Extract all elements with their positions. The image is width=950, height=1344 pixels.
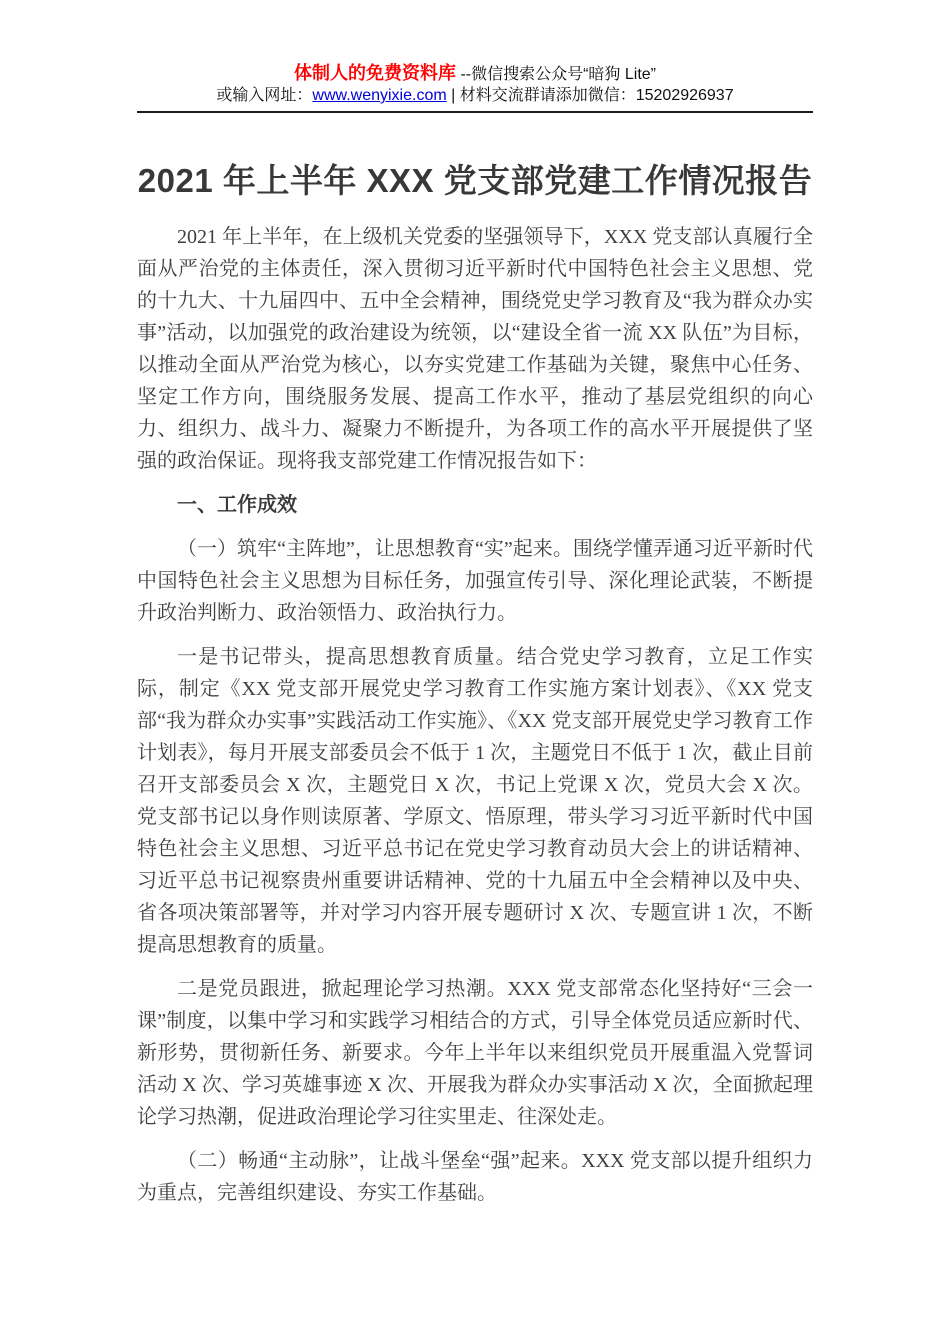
wechat-search-hint: --微信搜索公众号“暗狗 Lite” [460,66,656,83]
intro-paragraph: 2021 年上半年，在上级机关党委的坚强领导下，XXX 党支部认真履行全面从严治党的主体责任，深入贯彻习近平新时代中国特色社会主义思想、党的十九大、十九届四中、五中全会精神，围绕党史学习教育及“我为群众办实事”活动，以加强党的政治建设为统领，以“建设全省一流 XX 队伍”为目标，以推动全面从严治党为核心，以夯实党建工作基础为关键，聚焦中心任务、坚定工作方向，围绕服务发展、提高工作水平，推动了基层党组织的向心力、组织力、战斗力、凝聚力不断提升，为各项工作的高水平开展提供了坚强的政治保证。现将我支部党建工作情况报告如下： [137,226,813,472]
website-link[interactable]: www.wenyixie.com [312,87,447,104]
contact-text: | 材料交流群请添加微信：15202926937 [446,87,734,104]
paragraph-point-1-item-1: 一是书记带头，提高思想教育质量。结合党史学习教育，立足工作实际，制定《XX 党支部开展党史学习教育工作实施方案计划表》、《XX 党支部“我为群众办实事”实践活动工作实施》、《XX 党支部开展党史学习教育工作计划表》，每月开展支部委员会不低于 1 次，主题党日不低于 1 次，截止目前召开支部委员会 X 次，主题党日 X 次，书记上党课 X 次，党员大会 X 次。党支部书记以身作则读原著、学原文、悟原理，带头学习习近平新时代中国特色社会主义思想、习近平总书记在党史学习教育动员大会上的讲话精神、习近平总书记视察贵州重要讲话精神、党的十九届五中全会精神以及中央、省各项决策部署等，并对学习内容开展专题研讨 X 次、专题宣讲 1 次，不断提高思想教育的质量。 [137,646,813,956]
document-body [137,159,813,1209]
url-prefix-text: 或输入网址： [216,87,313,104]
header-line-1 [0,62,950,86]
document-title: 2021 年上半年 XXX 党支部党建工作情况报告 [137,162,813,199]
brand-text: 体制人的免费资料库 [293,63,456,83]
site-header [0,0,950,113]
paragraph-point-1-item-2: 二是党员跟进，掀起理论学习热潮。XXX 党支部常态化坚持好“三会一课”制度，以集中学习和实践学习相结合的方式，引导全体党员适应新时代、新形势，贯彻新任务、新要求。今年上半年以来组织党员开展重温入党誓词活动 X 次、学习英雄事迹 X 次、开展我为群众办实事活动 X 次，全面掀起理论学习热潮，促进政治理论学习往实里走、往深处走。 [137,978,813,1128]
paragraph-point-1: （一）筑牢“主阵地”，让思想教育“实”起来。围绕学懂弄通习近平新时代中国特色社会主义思想为目标任务，加强宣传引导、深化理论武装，不断提升政治判断力、政治领悟力、政治执行力。 [137,538,813,624]
paragraph-point-2: （二）畅通“主动脉”，让战斗堡垒“强”起来。XXX 党支部以提升组织力为重点，完善组织建设、夯实工作基础。 [137,1150,813,1204]
section-heading-work-results: 一、工作成效 [177,494,297,516]
header-line-2 [0,86,950,106]
header-divider [137,111,813,113]
